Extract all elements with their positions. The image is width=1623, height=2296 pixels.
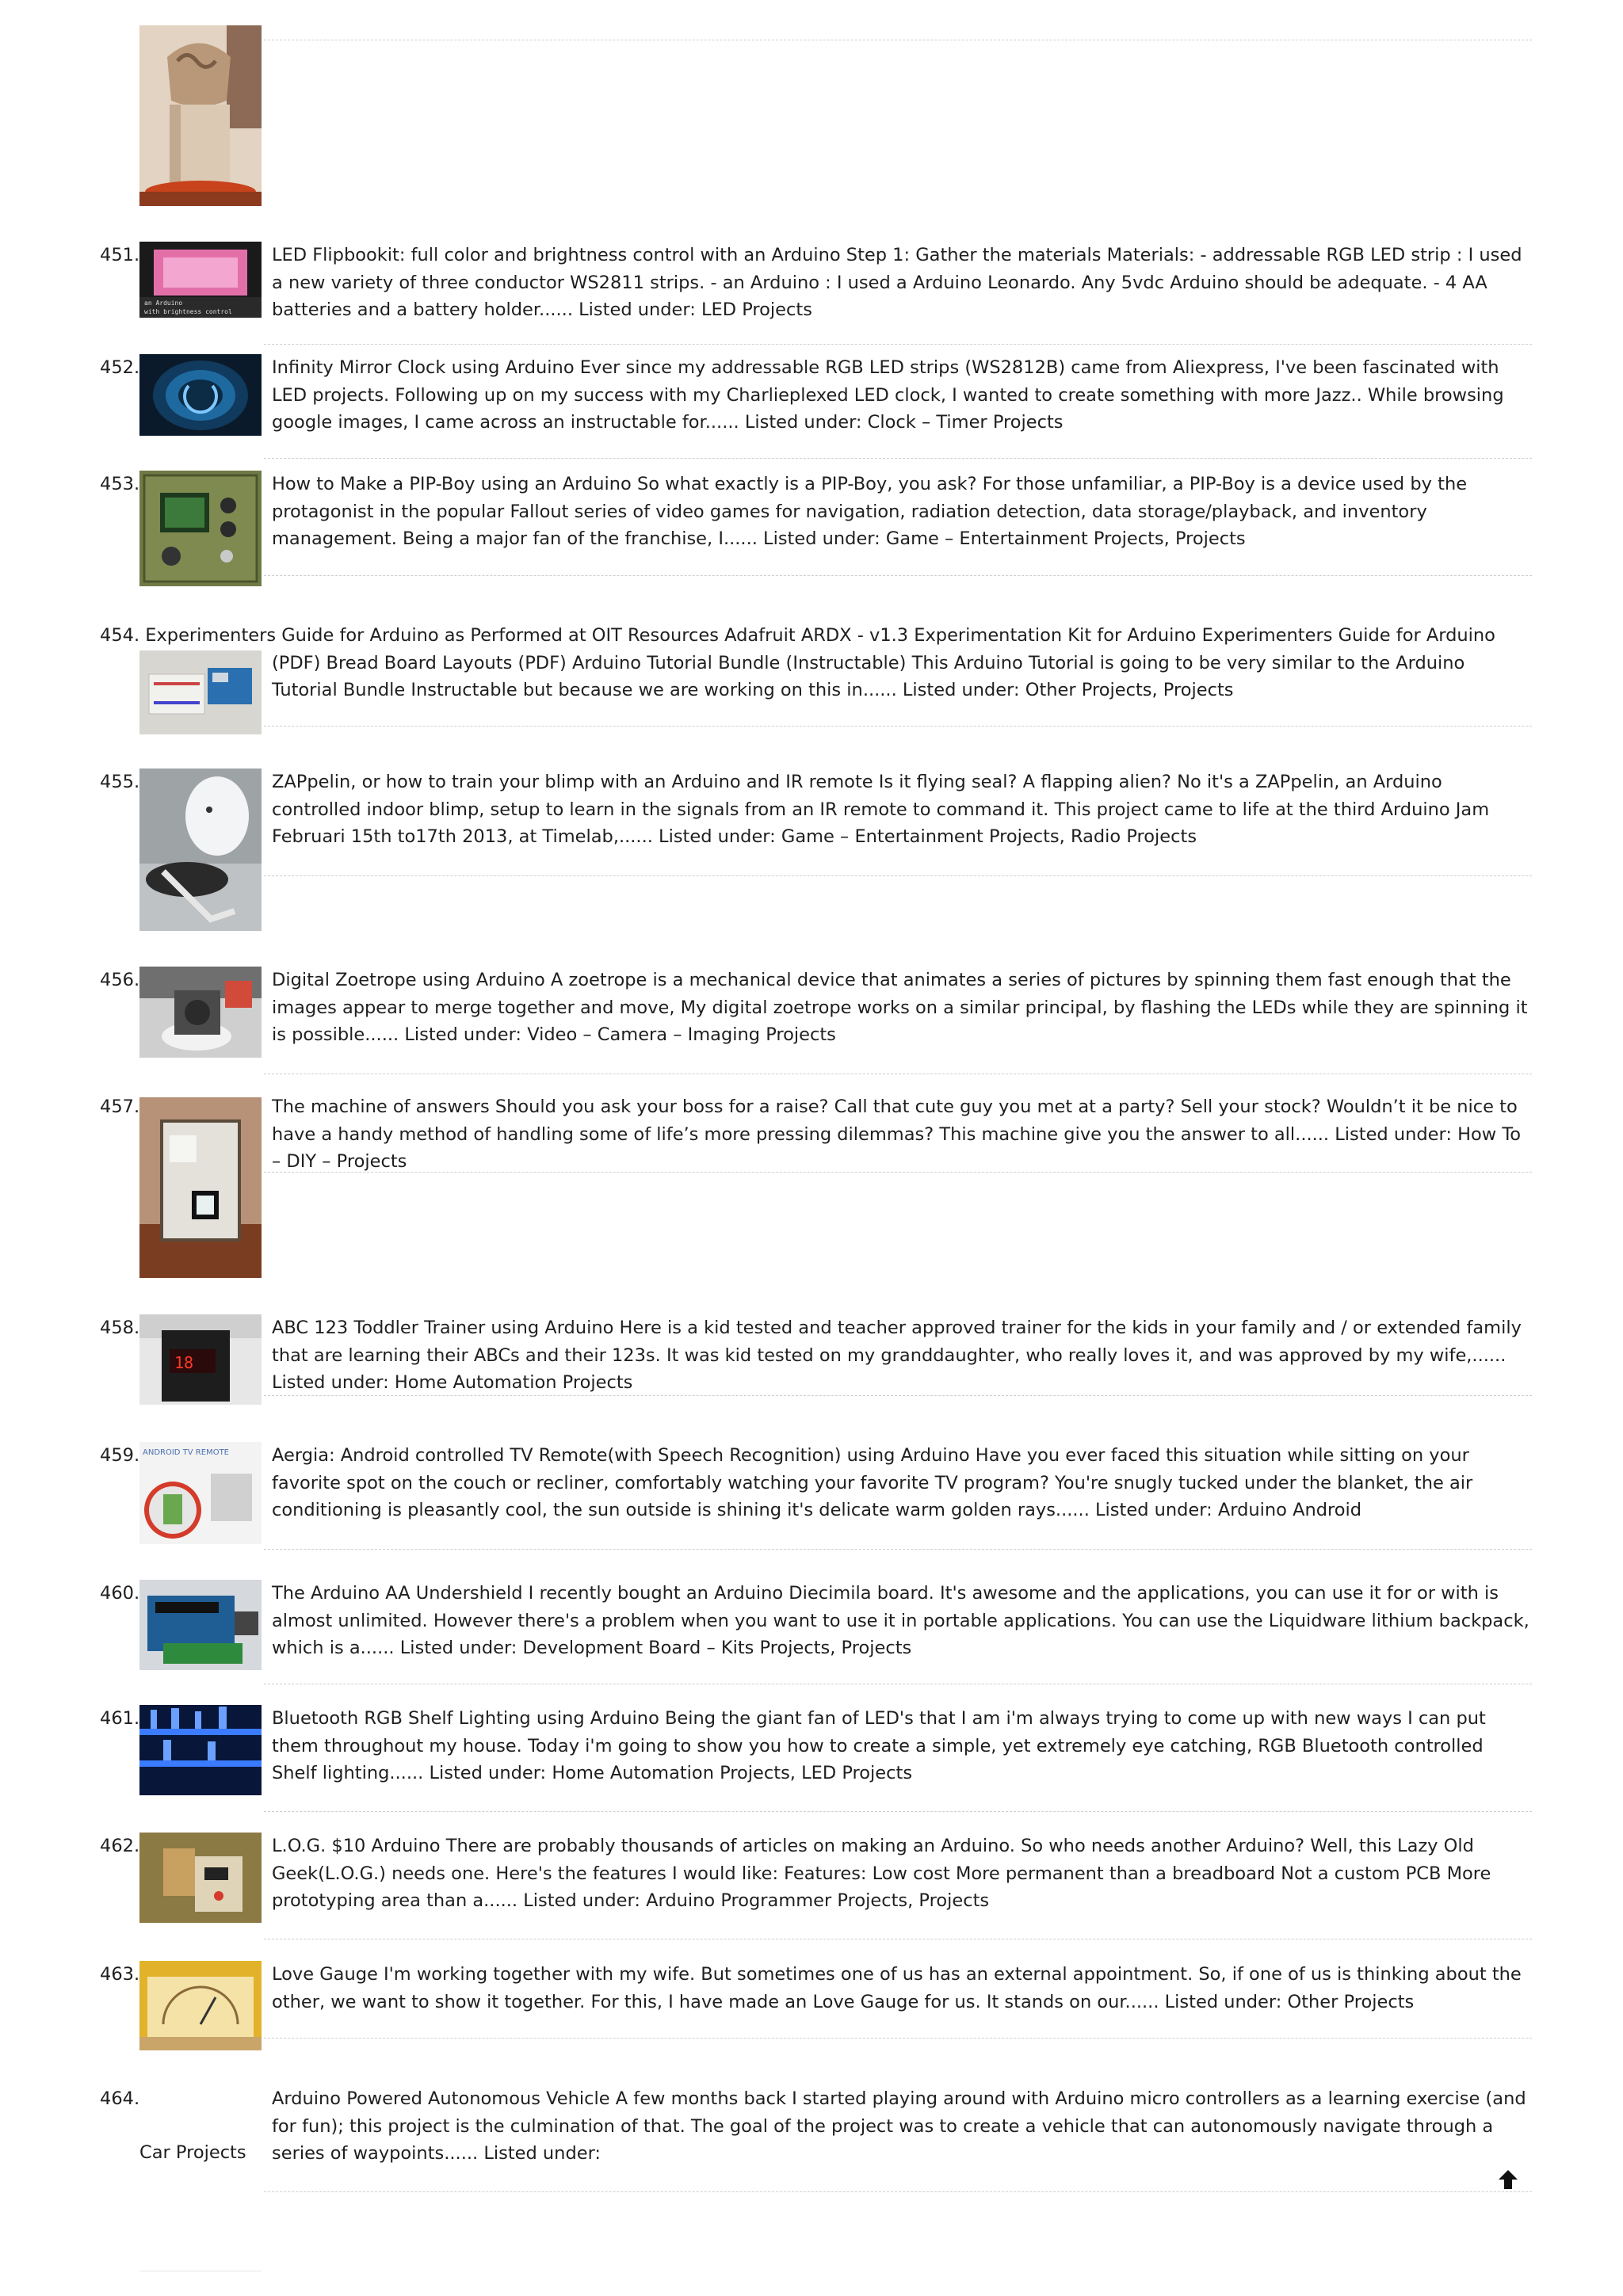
item-title-link[interactable]: The machine of answers [272,1097,490,1117]
item-number: 460. [100,1583,140,1604]
category-link[interactable]: Video – Camera – Imaging Projects [527,1024,836,1045]
item-title-link[interactable]: ZAPpelin, or how to train your blimp with an Arduino and IR remote [272,772,873,792]
item-number: 458. [100,1318,140,1338]
category-link[interactable]: How To – DIY – Projects [272,1123,1522,1172]
listed-under-label: Listed under: [659,826,776,847]
separator [264,1549,1532,1550]
item-title-link[interactable]: Infinity Mirror Clock using Arduino [272,357,575,378]
separator [264,2191,1532,2192]
listed-under-label: Listed under: [429,1763,547,1783]
listed-under-label: Listed under: [399,1638,517,1658]
item-title-link[interactable]: How to Make a PIP-Boy using an Arduino [272,474,632,494]
vase-thumbnail[interactable] [139,25,262,206]
svg-text:18: 18 [174,1353,194,1372]
category-link[interactable]: Home Automation Projects [394,1372,633,1393]
blimp-thumbnail[interactable] [139,769,262,931]
category-link[interactable]: Game – Entertainment Projects, Radio Projects [781,826,1197,847]
listed-under-label: Listed under: [1095,1500,1212,1520]
item-title-link[interactable]: Aergia: Android controlled TV Remote(with Speech Recognition) using Arduino [272,1445,970,1466]
item-number: 451. [100,245,140,265]
item-excerpt: I recently bought an Arduino Diecimila board. It's awesome and the applications, you can use it for or with is almost unlimited. However there's a problem when you want to use it in portable applications. You can use the Liquidware lithium backpack, which is a...... [272,1583,1529,1658]
item-title-link[interactable]: Bluetooth RGB Shelf Lighting using Arduino [272,1708,659,1729]
answer-machine-thumbnail[interactable] [139,1097,262,1278]
category-link[interactable]: Development Board – Kits Projects, Projects [522,1638,912,1658]
item-text [272,1961,1532,2016]
listed-under-label: Listed under: [902,680,1020,700]
category-link[interactable]: Game – Entertainment Projects, Projects [885,528,1246,549]
item-number: 452. [100,357,140,378]
separator [264,875,1532,876]
item-title-link[interactable]: Experimenters Guide for Arduino as Performed at OIT [145,625,622,646]
item-excerpt: Should you ask your boss for a raise? Call that cute guy you met at a party? Sell your stock? Wouldn’t it be nice to have a handy method of handling some of life’s more pressing dilemmas? This machine give you the answer to all...... [272,1097,1518,1145]
listed-under-label: Listed under: [763,528,880,549]
item-title-link[interactable]: ABC 123 Toddler Trainer using Arduino [272,1318,614,1338]
pip-boy-thumbnail[interactable] [139,471,262,586]
separator [264,2038,1532,2039]
item-number: 455. [100,772,140,792]
item-number: 453. [100,474,140,494]
item-title-link[interactable]: Digital Zoetrope using Arduino [272,970,545,990]
category-link[interactable]: Home Automation Projects, LED Projects [552,1763,913,1783]
item-text [272,1093,1532,1176]
item-text [272,1314,1532,1397]
item-text [272,769,1532,851]
category-link[interactable]: Car Projects [139,2142,246,2163]
item-excerpt: Step 1: Gather the materials Materials: - addressable RGB LED strip : I used a new variety of three conductor WS2811 strips. - an Arduino : I used a Arduino Leonardo. Any 5vdc Arduino should be adequate. - 4 AA batteries and a battery holder...... [272,245,1522,320]
item-title-link[interactable]: The Arduino AA Undershield [272,1583,523,1604]
listed-under-label: Listed under: [404,1024,522,1045]
item-excerpt: Here is a kid tested and teacher approved trainer for the kids in your family and / or extended family that are learning their ABCs and their 123s. It was kid tested on my granddaughter, who really loves it, and was approved by my wife,...... [272,1318,1522,1366]
listed-under-label: Listed under: [744,412,862,433]
item-number: 459. [100,1445,140,1466]
item-title-link[interactable]: Arduino Powered Autonomous Vehicle [272,2088,610,2109]
item-excerpt: A few months back I started playing around with Arduino micro controllers as a learning exercise (and for fun); this project is the culmination of that. The goal of the project was to create a vehicle that can autonomously navigate through a series of waypoints...... [272,2088,1526,2164]
item-text [272,1580,1532,1662]
toddler-trainer-thumbnail[interactable] [139,1314,262,1405]
item-text [100,622,1532,788]
item-number: 461. [100,1708,140,1729]
separator [264,1811,1532,1812]
item-number: 454. [100,625,140,646]
item-text [272,242,1532,324]
svg-text:an Arduino: an Arduino [144,299,183,307]
item-excerpt: Is it flying seal? A flapping alien? No it's a ZAPpelin, an Arduino controlled indoor blimp, setup to learn in the signals from an IR remote to command it. This project came to life at the third Arduino Jam Februari 15th to17th 2013, at Timelab,...... [272,772,1490,847]
item-number: 457. [100,1097,140,1117]
svg-text:with brightness control: with brightness control [144,308,232,315]
listed-under-label: Listed under: [1335,1123,1452,1145]
separator [264,1172,1532,1173]
separator [264,458,1532,459]
zoetrope-thumbnail[interactable] [139,967,262,1058]
listed-under-label: Listed under: [523,1890,640,1911]
item-excerpt: Being the giant fan of LED's that I am i'm always trying to come up with new ways I can put them throughout my house. Today i'm going to show you how to create a simple, yet extremely eye catching, RGB Bluetooth controlled Shelf lighting...... [272,1708,1486,1783]
item-text [272,967,1532,1049]
category-link[interactable]: Other Projects, Projects [1025,680,1234,700]
item-excerpt: There are probably thousands of articles on making an Arduino. So who needs another Arduino? Well, this Lazy Old Geek(L.O.G.) needs one. Here's the features I would like: Features: Low cost More permanent than a breadboard Not a custom PCB More prototyping area than a...... [272,1836,1491,1911]
item-excerpt: A zoetrope is a mechanical device that animates a series of pictures by spinning them fast enough that the images appear to merge together and move, My digital zoetrope works on a similar principal, by flashing the LEDs while they are spinning it is possible...... [272,970,1528,1045]
item-number: 464. [100,2088,140,2109]
item-excerpt: Ever since my addressable RGB LED strips (WS2812B) came from Aliexpress, I've been fascinated with LED projects. Following up on my success with my Charlieplexed LED clock, I wanted to create something with more Jazz.. While browsing google images, I came across an instructable for...... [272,357,1504,433]
item-text [272,354,1532,437]
item-number: 456. [100,970,140,990]
item-excerpt: Resources Adafruit ARDX - v1.3 Experimentation Kit for Arduino Experimenters Guide for Arduino (PDF) Bread Board Layouts (PDF) Arduino Tutorial Bundle (Instructable) This Arduino Tutorial is going to be very similar to the Arduino Tutorial Bundle Instructable but because we are working on this in...... [272,625,1495,700]
separator [264,575,1532,576]
separator [264,344,1532,345]
item-excerpt: I'm working together with my wife. But sometimes one of us has an external appointment. So, if one of us is thinking about the other, we want to show it together. For this, I have made an Love Gauge for us. It stands on our...... [272,1964,1522,2012]
category-link[interactable]: Arduino Android [1217,1500,1362,1520]
item-text [272,471,1532,553]
undershield-thumbnail[interactable] [139,1580,262,1670]
separator [264,726,1532,727]
category-link[interactable]: Arduino Programmer Projects, Projects [646,1890,990,1911]
item-title-link[interactable]: Love Gauge [272,1964,378,1985]
up-arrow-icon[interactable] [1496,2168,1520,2191]
item-excerpt: Have you ever faced this situation while sitting on your favorite spot on the couch or recliner, comfortably watching your favorite TV program? You're snugly tucked under the blanket, the air conditioning is pleasantly cool, the sun outside is shining it's delicate warm golden rays...... [272,1445,1473,1520]
item-title-link[interactable]: L.O.G. $10 Arduino [272,1836,441,1856]
listed-under-label: Listed under: [1164,1991,1282,2012]
listed-under-label: Listed under: [483,2143,601,2164]
item-text [272,1833,1532,1915]
love-gauge-thumbnail[interactable] [139,1961,262,2050]
item-number: 463. [100,1964,140,1985]
item-title-link[interactable]: LED Flipbookit: full color and brightness control with an Arduino [272,245,841,265]
listed-under-label: Listed under: [579,299,696,320]
category-link[interactable]: LED Projects [701,299,812,320]
log-arduino-thumbnail[interactable] [139,1833,262,1923]
item-text [272,1705,1532,1787]
tv-remote-thumbnail[interactable] [139,1442,262,1544]
item-excerpt: So what exactly is a PIP-Boy, you ask? For those unfamiliar, a PIP-Boy is a device used by the protagonist in the popular Fallout series of video games for navigation, radiation detection, data storage/playback, and inventory management. Being a major fan of the franchise, I...... [272,474,1468,549]
svg-text:ANDROID TV REMOTE: ANDROID TV REMOTE [143,1448,229,1457]
category-link[interactable]: Clock – Timer Projects [867,412,1064,433]
listed-under-label: Listed under: [272,1372,389,1393]
led-flipbook-thumbnail[interactable] [139,242,262,318]
separator [264,1395,1532,1396]
infinity-mirror-thumbnail[interactable] [139,354,262,436]
category-link[interactable]: Other Projects [1287,1991,1415,2012]
item-text [272,1442,1532,1524]
item-text [272,2085,1532,2168]
shelf-lighting-thumbnail[interactable] [139,1705,262,1795]
item-number: 462. [100,1836,140,1856]
